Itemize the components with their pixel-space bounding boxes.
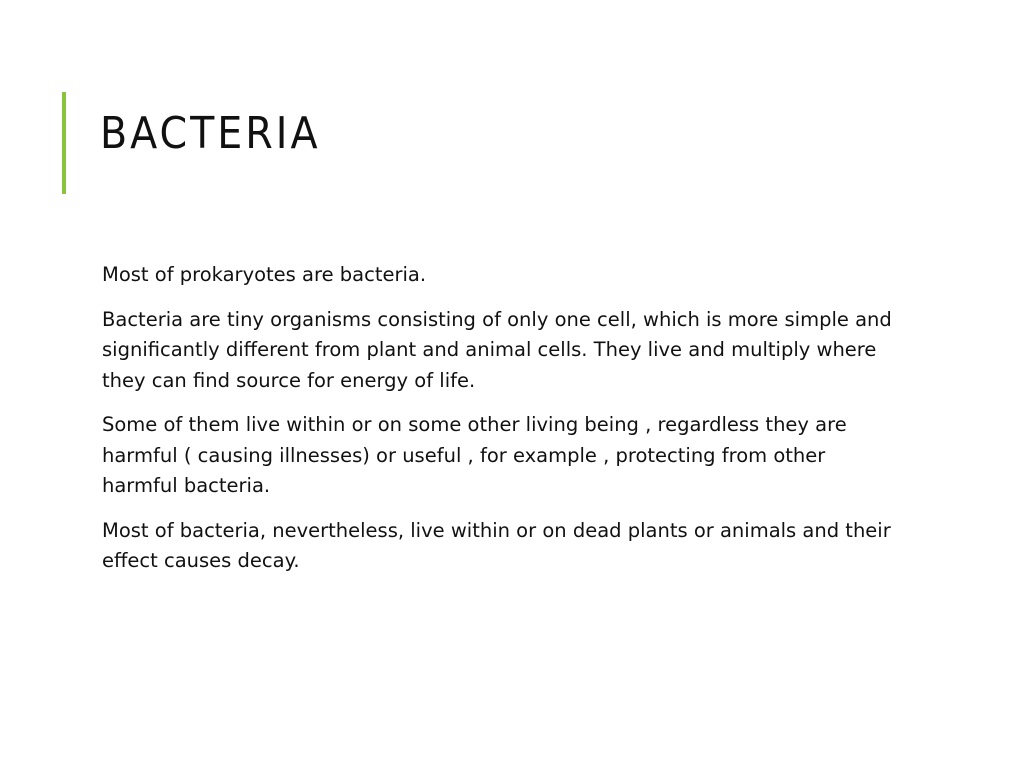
body-paragraph-2: Bacteria are tiny organisms consisting of only one cell, which is more simple and significantly different from plant and animal cells. They live and multiply where they can find source for energy of life.	[102, 307, 892, 392]
body-paragraph-3: Some of them live within or on some other living being , regardless they are harmful ( causing illnesses) or useful , for example , protecting from other harmful bacteria.	[102, 413, 847, 497]
body-paragraph-4: Most of bacteria, nevertheless, live within or on dead plants or animals and their effect causes decay.	[102, 518, 891, 572]
title-accent-bar	[62, 92, 66, 194]
slide-title: BACTERIA	[100, 108, 321, 159]
body-paragraph-1: Most of prokaryotes are bacteria.	[102, 263, 427, 286]
slide-body	[102, 260, 892, 591]
